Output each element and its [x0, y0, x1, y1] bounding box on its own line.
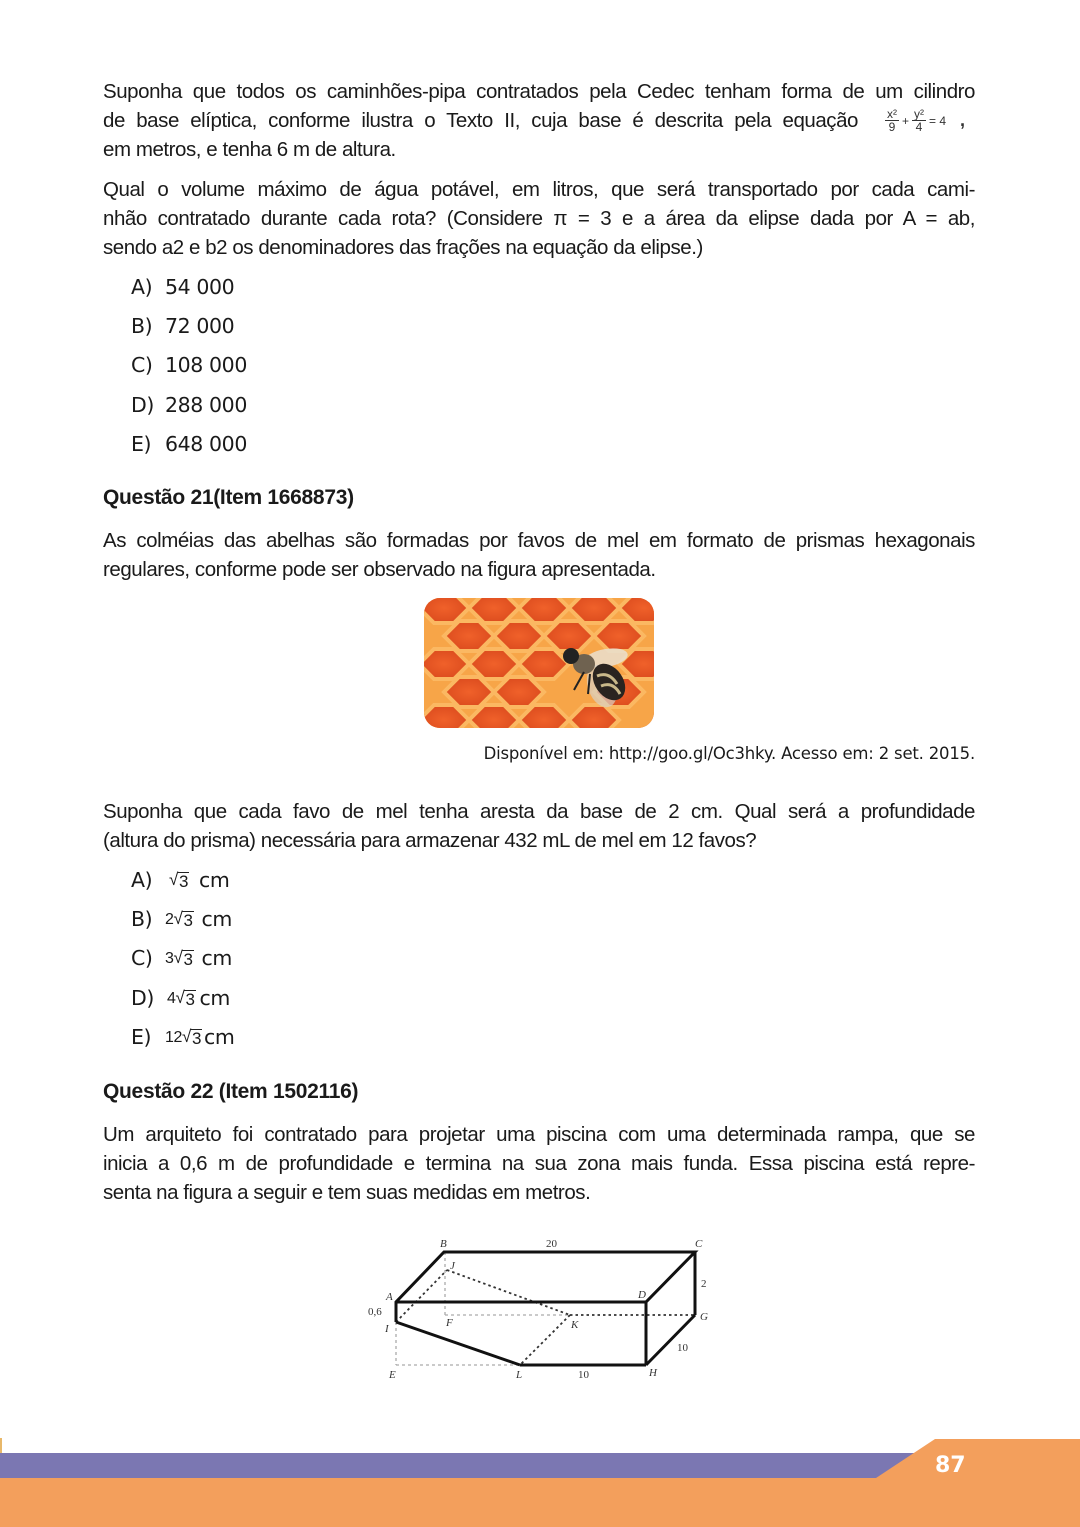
measure-10-right: 10 [677, 1342, 688, 1354]
honeycomb-icon [424, 598, 654, 728]
measure-2: 2 [701, 1278, 707, 1290]
q21-intro [103, 526, 975, 584]
option-letter: E) [131, 1025, 152, 1050]
option-letter: B) [131, 314, 153, 339]
sqrt-expression [165, 948, 194, 968]
radicand: 3 [178, 871, 188, 891]
coefficient: 4 [167, 989, 176, 1007]
option-letter: D) [131, 985, 154, 1010]
point-d-label: D [638, 1289, 646, 1301]
q22-intro-line-3: senta na figura a seguir e tem suas medidas em metros. [103, 1181, 591, 1204]
q20-option-e[interactable] [131, 425, 247, 464]
point-j-label: J [450, 1260, 455, 1272]
option-letter: C) [131, 946, 153, 971]
point-e-label: E [389, 1369, 396, 1381]
sqrt-expression [165, 909, 194, 929]
point-f-label: F [446, 1317, 453, 1329]
image-source-caption: Disponível em: http://goo.gl/Oc3hky. Acesso em: 2 set. 2015. [483, 744, 975, 763]
radical-icon: √ [175, 987, 185, 1007]
q21-heading: Questão 21(Item 1668873) [103, 486, 354, 509]
option-text: 648 000 [165, 432, 247, 457]
sqrt-expression [167, 988, 196, 1008]
q22-heading: Questão 22 (Item 1502116) [103, 1080, 359, 1103]
q21-option-d[interactable] [131, 978, 234, 1017]
point-k-label: K [571, 1319, 579, 1331]
option-text: 72 000 [165, 314, 235, 339]
point-g-label: G [700, 1311, 708, 1323]
radicand: 3 [185, 989, 195, 1009]
option-letter: B) [131, 907, 153, 932]
coefficient: 3 [165, 950, 174, 968]
comma: , [960, 110, 966, 130]
q20-options [131, 267, 247, 464]
plus-sign: + [902, 113, 910, 128]
fraction-x [885, 108, 899, 133]
radicand: 3 [183, 911, 193, 931]
q21-option-b[interactable] [131, 899, 234, 938]
numerator: x² [887, 107, 897, 121]
footer-band-orange [0, 1478, 1080, 1527]
option-text: 288 000 [165, 392, 247, 417]
q21-question [103, 797, 975, 855]
q20-line-3: sendo a2 e b2 os denominadores das frações na equação da elipse.) [103, 236, 703, 259]
denominator: 4 [915, 120, 923, 134]
radicand: 3 [183, 950, 193, 970]
pool-diagram [360, 1232, 730, 1382]
q21-intro-line-1: As colméias das abelhas são formadas por favos de mel em formato de prismas hexagonais [103, 529, 975, 552]
intro-line-3: em metros, e tenha 6 m de altura. [103, 138, 396, 161]
page-number: 87 [935, 1453, 966, 1478]
option-letter: C) [131, 353, 153, 378]
measure-10-bottom: 10 [578, 1369, 589, 1381]
radical-icon: √ [182, 1027, 191, 1047]
sqrt-expression [169, 870, 189, 890]
point-h-label: H [649, 1367, 657, 1379]
point-a-label: A [386, 1291, 393, 1303]
unit: cm [199, 985, 230, 1010]
radical-icon: √ [173, 909, 183, 929]
fraction-y [912, 108, 926, 133]
option-letter: A) [131, 867, 153, 892]
denominator: 9 [888, 120, 896, 134]
point-l-label: L [516, 1369, 523, 1381]
q20-line-2: nhão contratado durante cada rota? (Considere π = 3 e a área da elipse dada por A = ab, [103, 207, 975, 230]
measure-20: 20 [546, 1238, 557, 1250]
q20-question [103, 175, 975, 262]
measure-0-6: 0,6 [368, 1306, 382, 1318]
radicand: 3 [191, 1029, 201, 1049]
equation-rhs: = 4 [929, 113, 947, 128]
q21-option-e[interactable] [131, 1018, 234, 1057]
q21-question-line-2: (altura do prisma) necessária para armazenar 432 mL de mel em 12 favos? [103, 829, 757, 852]
point-b-label: B [440, 1238, 447, 1250]
q20-option-d[interactable] [131, 385, 247, 424]
point-i-label: I [385, 1323, 389, 1335]
q20-line-1: Qual o volume máximo de água potável, em litros, que será transportado por cada cami- [103, 178, 975, 201]
honeycomb-bee-image [424, 598, 654, 728]
radical-icon: √ [169, 869, 178, 889]
q22-intro [103, 1120, 975, 1207]
q20-option-b[interactable] [131, 306, 247, 345]
unit: cm [204, 1025, 235, 1050]
footer-page-tab [0, 1439, 1080, 1479]
ellipse-equation [884, 108, 965, 133]
q21-question-line-1: Suponha que cada favo de mel tenha aresta da base de 2 cm. Qual será a profundidade [103, 800, 975, 823]
q21-intro-line-2: regulares, conforme pode ser observado na figura apresentada. [103, 558, 656, 581]
intro-paragraph [103, 77, 975, 164]
q20-option-a[interactable] [131, 267, 247, 306]
q22-intro-line-1: Um arquiteto foi contratado para projetar uma piscina com uma determinada rampa, que se [103, 1123, 975, 1146]
radical-icon: √ [173, 948, 183, 968]
unit: cm [201, 907, 232, 932]
q22-intro-line-2: inicia a 0,6 m de profundidade e termina na sua zona mais funda. Essa piscina está repre- [103, 1152, 975, 1175]
intro-line-1: Suponha que todos os caminhões-pipa contratados pela Cedec tenham forma de um cilindro [103, 80, 975, 103]
sqrt-expression [165, 1027, 202, 1047]
point-c-label: C [695, 1238, 703, 1250]
option-letter: E) [131, 432, 152, 457]
q21-option-a[interactable] [131, 860, 234, 899]
numerator: y² [914, 107, 925, 121]
option-letter: A) [131, 274, 153, 299]
option-letter: D) [131, 392, 154, 417]
q21-option-c[interactable] [131, 939, 234, 978]
option-text: 54 000 [165, 274, 235, 299]
q21-options [131, 860, 234, 1057]
coefficient: 2 [165, 911, 174, 929]
coefficient: 12 [165, 1029, 182, 1047]
unit: cm [201, 946, 232, 971]
q20-option-c[interactable] [131, 346, 247, 385]
unit: cm [199, 867, 230, 892]
option-text: 108 000 [165, 353, 247, 378]
intro-line-2: de base elíptica, conforme ilustra o Texto II, cuja base é descrita pela equação [103, 109, 858, 132]
